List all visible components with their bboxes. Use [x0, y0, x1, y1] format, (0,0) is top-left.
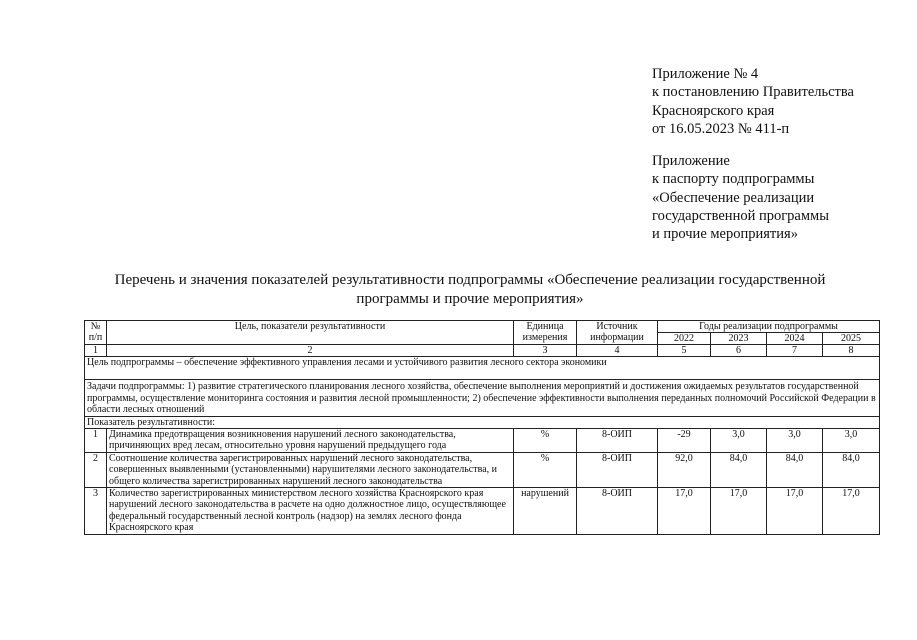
row-indicator-name: Динамика предотвращения возникновения нарушений лесного законодательства, причиняющих вред лесам, относительно уровня нарушений предыдущего года	[107, 429, 514, 453]
annex-sub-line: к паспорту подпрограммы	[652, 171, 815, 188]
annex-main-block	[652, 65, 854, 138]
row-value-2025: 3,0	[823, 429, 880, 453]
annex-sub-line: «Обеспечение реализации	[652, 189, 815, 206]
row-indicator-name: Соотношение количества зарегистрированных нарушений лесного законодательства, совершенных выявленными (установленными) нарушителями лесного законодательства, и общего количества зарегистрированных нарушений лесного законодательства	[107, 452, 514, 487]
document-title	[90, 271, 850, 309]
column-number: 2	[107, 345, 514, 357]
table-row	[85, 452, 880, 487]
header-source-line1: Источник	[596, 321, 638, 332]
header-year-2024: 2024	[767, 333, 823, 345]
header-unit-line1: Единица	[526, 321, 564, 332]
row-number: 3	[85, 488, 107, 535]
table-row	[85, 429, 880, 453]
column-number: 7	[767, 345, 823, 357]
header-num	[85, 321, 107, 345]
column-number: 4	[577, 345, 658, 357]
column-number: 8	[823, 345, 880, 357]
indicators-table	[84, 320, 880, 535]
row-value-2022: -29	[658, 429, 711, 453]
annex-main-line: Красноярского края	[652, 102, 775, 119]
header-years: Годы реализации подпрограммы	[658, 321, 880, 333]
row-number: 1	[85, 429, 107, 453]
header-row	[85, 321, 880, 333]
row-value-2024: 3,0	[767, 429, 823, 453]
header-source	[577, 321, 658, 345]
row-value-2023: 84,0	[711, 452, 767, 487]
header-num-line1: №	[90, 321, 101, 332]
annex-main-line: к постановлению Правительства	[652, 84, 854, 101]
tasks-row	[85, 380, 880, 416]
row-unit: нарушений	[514, 488, 577, 535]
tasks-cell: Задачи подпрограммы: 1) развитие стратегического планирования лесного хозяйства, обеспечение выполнения мероприятий и достижения ожидаемых результатов государственной программы, осуществление мониторинга состояния и развития лесной промышленности; 2) обеспечение эффективности выполнения переданных полномочий Российской Федерации в области лесных отношений	[85, 380, 880, 416]
annex-sub-line: Приложение	[652, 153, 730, 169]
row-value-2025: 17,0	[823, 488, 880, 535]
column-number: 6	[711, 345, 767, 357]
row-value-2024: 84,0	[767, 452, 823, 487]
goal-cell: Цель подпрограммы – обеспечение эффективного управления лесами и устойчивого развития лесного сектора экономики	[85, 357, 880, 380]
table-row	[85, 488, 880, 535]
row-value-2022: 17,0	[658, 488, 711, 535]
row-value-2024: 17,0	[767, 488, 823, 535]
header-year-2025: 2025	[823, 333, 880, 345]
header-unit	[514, 321, 577, 345]
row-value-2025: 84,0	[823, 452, 880, 487]
goal-row	[85, 357, 880, 380]
row-source: 8-ОИП	[577, 429, 658, 453]
column-number: 5	[658, 345, 711, 357]
annex-sub-line: государственной программы	[652, 207, 829, 224]
annex-main-line: от 16.05.2023 № 411-п	[652, 120, 790, 137]
title-line: Перечень и значения показателей результативности подпрограммы «Обеспечение реализации государственной	[114, 272, 826, 288]
annex-sub-block	[652, 152, 829, 243]
row-value-2022: 92,0	[658, 452, 711, 487]
header-unit-line2: измерения	[522, 332, 568, 343]
row-unit: %	[514, 429, 577, 453]
header-num-line2: п/п	[88, 332, 103, 343]
row-value-2023: 3,0	[711, 429, 767, 453]
row-unit: %	[514, 452, 577, 487]
header-year-2022: 2022	[658, 333, 711, 345]
row-indicator-name: Количество зарегистрированных министерством лесного хозяйства Красноярского края нарушений лесного законодательства в расчете на одно должностное лицо, осуществляющее федеральный государственный лесной контроль (надзор) на землях лесного фонда Красноярского края	[107, 488, 514, 535]
header-year-2023: 2023	[711, 333, 767, 345]
row-number: 2	[85, 452, 107, 487]
annex-main-line: Приложение № 4	[652, 66, 759, 82]
header-goal: Цель, показатели результативности	[107, 321, 514, 345]
row-source: 8-ОИП	[577, 452, 658, 487]
column-number: 1	[85, 345, 107, 357]
annex-sub-line: и прочие мероприятия»	[652, 226, 798, 243]
title-line: программы и прочие мероприятия»	[356, 291, 584, 307]
row-value-2023: 17,0	[711, 488, 767, 535]
column-number: 3	[514, 345, 577, 357]
indicators-label-row	[85, 416, 880, 428]
row-source: 8-ОИП	[577, 488, 658, 535]
column-number-row	[85, 345, 880, 357]
header-source-line2: информации	[590, 332, 644, 343]
indicators-label: Показатель результативности:	[85, 416, 880, 428]
